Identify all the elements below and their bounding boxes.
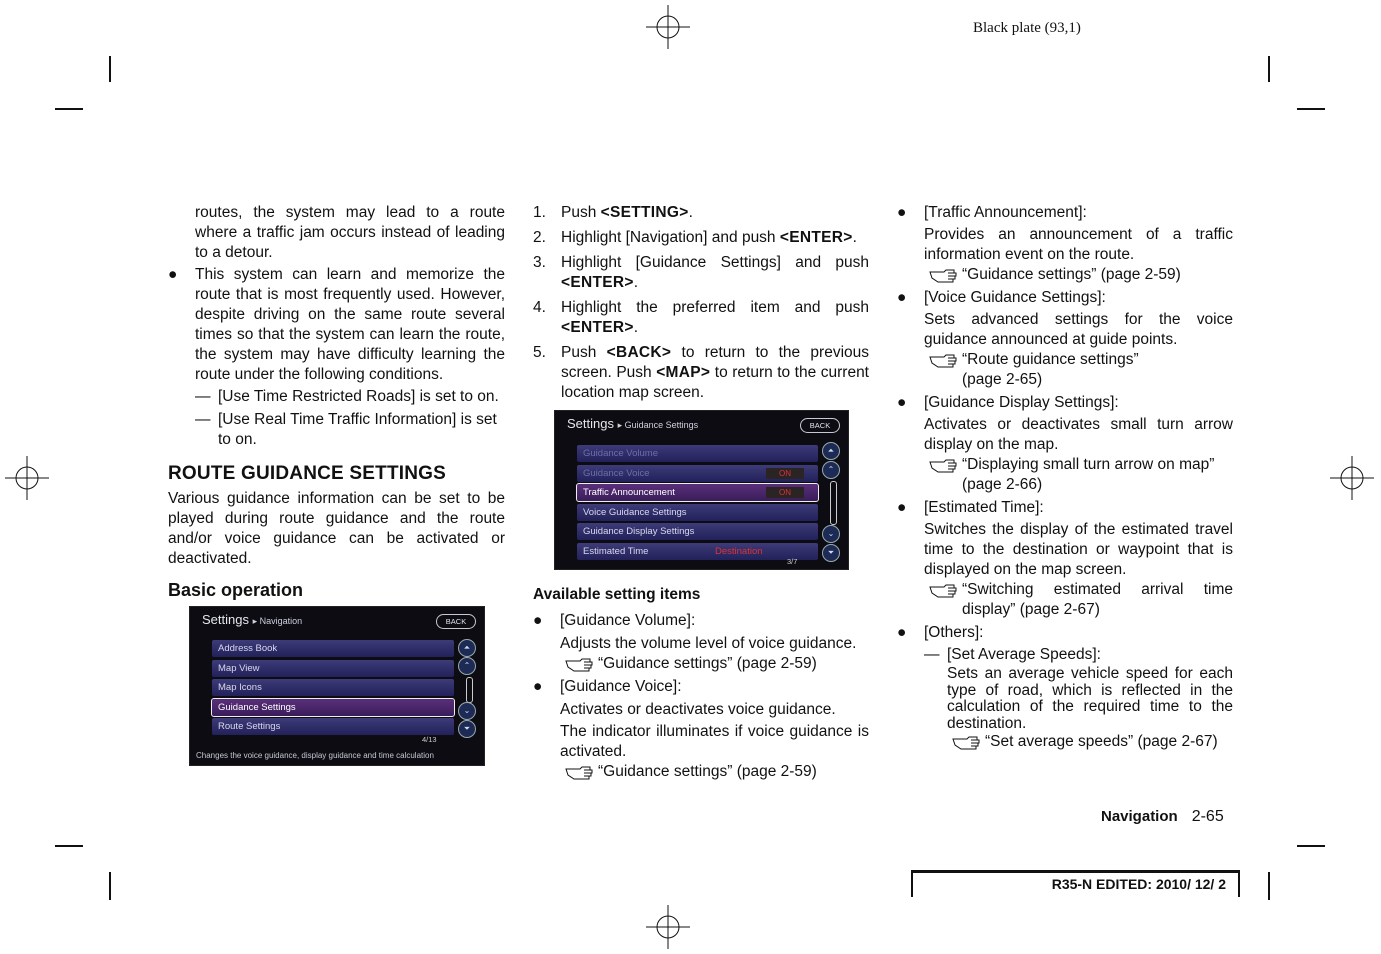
section-heading: ROUTE GUIDANCE SETTINGS [168,463,447,484]
crop-mark [109,56,111,82]
bullet-text: This system can learn and memorize the route that is most frequently used. However, despite driving on the same route several times so that the system can learn the route, the system may have difficulty learning the route under the following conditions. [195,266,505,383]
step-item: 3. Highlight [Guidance Settings] and push <ENTER>. [533,254,869,291]
scroll-bar [830,481,837,525]
scroll-top-icon: ⏶ [458,639,476,657]
registration-mark-icon [646,5,690,49]
setting-item: ● [Guidance Voice]: [533,678,682,695]
menu-item-selected: Traffic Announcement ON [577,484,818,501]
bullet-icon: ● [533,678,543,695]
section-paragraph: Various guidance information can be set to be played during route guidance and the route and/or voice guidance can be activated or deactivated. [168,490,505,567]
plate-label: Black plate (93,1) [973,20,1081,36]
screen-title: Settings ▸ Guidance Settings [567,416,699,431]
column-middle-lower [533,585,869,782]
setting-desc: The indicator illuminates if voice guidance is activated. [560,723,869,760]
setting-desc: Sets advanced settings for the voice guidance announced at guide points. [924,311,1233,348]
reference: “Switching estimated arrival time display” (page 2-67) [924,580,1233,620]
registration-mark-icon [5,456,49,500]
pointing-hand-icon [564,657,594,673]
edited-stamp: R35-N EDITED: 2010/ 12/ 2 [1051,876,1226,892]
bullet-icon: ● [168,266,178,283]
crop-mark [55,108,83,110]
scroll-bottom-icon: ⏷ [822,544,840,562]
column-middle [533,203,869,403]
scroll-bottom-icon: ⏷ [458,720,476,738]
settings-navigation-screenshot [189,606,485,766]
scroll-up-icon: ⌃ [458,657,476,675]
registration-mark-icon [1330,456,1374,500]
pointing-hand-icon [928,583,958,599]
step-item: 2. Highlight [Navigation] and push <ENTER>. [533,229,857,246]
menu-item: Map View [212,660,454,677]
page-footer [1101,808,1224,826]
menu-item: Route Settings [212,718,454,735]
pointing-hand-icon [928,268,958,284]
setting-desc: Activates or deactivates small turn arrow display on the map. [924,416,1233,453]
screen-title: Settings ▸ Navigation [202,612,303,627]
subheading: Basic operation [168,580,304,600]
reference: “Guidance settings” (page 2-59) [560,762,869,782]
setting-item: ● [Voice Guidance Settings]: [897,289,1106,306]
on-indicator: ON [766,487,804,498]
setting-item: ● [Others]: [897,624,984,641]
scroll-up-icon: ⌃ [822,461,840,479]
edited-box [911,870,1240,897]
menu-item: Address Book [212,640,454,657]
dash-item: — [Set Average Speeds]: [924,646,1101,663]
page-indicator: 4/13 [422,735,437,744]
scroll-bar [466,677,473,703]
settings-guidance-screenshot [554,410,849,570]
menu-item: Guidance Display Settings [577,523,818,540]
reference: “Guidance settings” (page 2-59) [560,654,869,674]
footer-section: Navigation [1101,808,1178,825]
pointing-hand-icon [951,735,981,751]
setting-item: ● [Guidance Volume]: [533,612,696,629]
step-item: 5. Push <BACK> to return to the previous screen. Push <MAP> to return to the current location map screen. [533,344,870,401]
step-item: 1. Push <SETTING>. [533,204,693,221]
page-indicator: 3/7 [787,557,798,566]
setting-desc: Sets an average vehicle speed for each type of road, which is reflected in the calculation of the required time to the destination. [947,665,1233,732]
back-button: BACK [436,614,476,629]
registration-mark-icon [646,905,690,949]
destination-value: Destination [715,545,763,557]
scroll-top-icon: ⏶ [822,442,840,460]
step-item: 4. Highlight the preferred item and push <ENTER>. [533,299,869,336]
menu-item-selected: Guidance Settings [212,699,454,716]
dash-item: — [Use Time Restricted Roads] is set to on. [195,388,499,405]
crop-mark [1297,845,1325,847]
pointing-hand-icon [928,353,958,369]
pointing-hand-icon [564,765,594,781]
setting-desc: Adjusts the volume level of voice guidance. [560,635,857,652]
setting-desc: Provides an announcement of a traffic information event on the route. [924,226,1233,263]
setting-item: ● [Guidance Display Settings]: [897,394,1119,411]
menu-item: Guidance Voice ON [577,465,818,482]
pointing-hand-icon [928,458,958,474]
available-heading: Available setting items [533,586,701,603]
bullet-icon: ● [533,612,543,629]
crop-mark [109,872,111,900]
crop-mark [55,845,83,847]
column-right [897,203,1233,752]
hint-text: Changes the voice guidance, display guidance and time calculation [196,751,434,760]
menu-item: Estimated Time Destination [577,543,818,560]
setting-item: ● [Traffic Announcement]: [897,204,1087,221]
column-left [168,203,505,600]
intro-text: routes, the system may lead to a route where a traffic jam occurs instead of leading to a detour. [195,204,505,261]
setting-item: ● [Estimated Time]: [897,499,1044,516]
scroll-down-icon: ⌄ [822,525,840,543]
crop-mark [1268,56,1270,82]
dash-item: — [Use Real Time Traffic Information] is set to on. [195,411,497,448]
crop-mark [1297,108,1325,110]
setting-desc: Activates or deactivates voice guidance. [560,701,836,718]
reference: “Route guidance settings” (page 2-65) [924,350,1233,390]
scroll-down-icon: ⌄ [458,702,476,720]
reference: “Displaying small turn arrow on map” (page 2-66) [924,455,1233,495]
menu-item: Guidance Volume [577,445,818,462]
bullet-item [168,265,505,385]
menu-item: Map Icons [212,679,454,696]
setting-desc: Switches the display of the estimated travel time to the destination or waypoint that is displayed on the map screen. [924,521,1233,578]
page-number: 2-65 [1191,808,1224,825]
reference: “Guidance settings” (page 2-59) [924,265,1233,285]
crop-mark [1268,872,1270,900]
menu-item: Voice Guidance Settings [577,504,818,521]
on-indicator: ON [766,468,804,479]
reference: “Set average speeds” (page 2-67) [947,732,1233,752]
back-button: BACK [800,418,840,433]
